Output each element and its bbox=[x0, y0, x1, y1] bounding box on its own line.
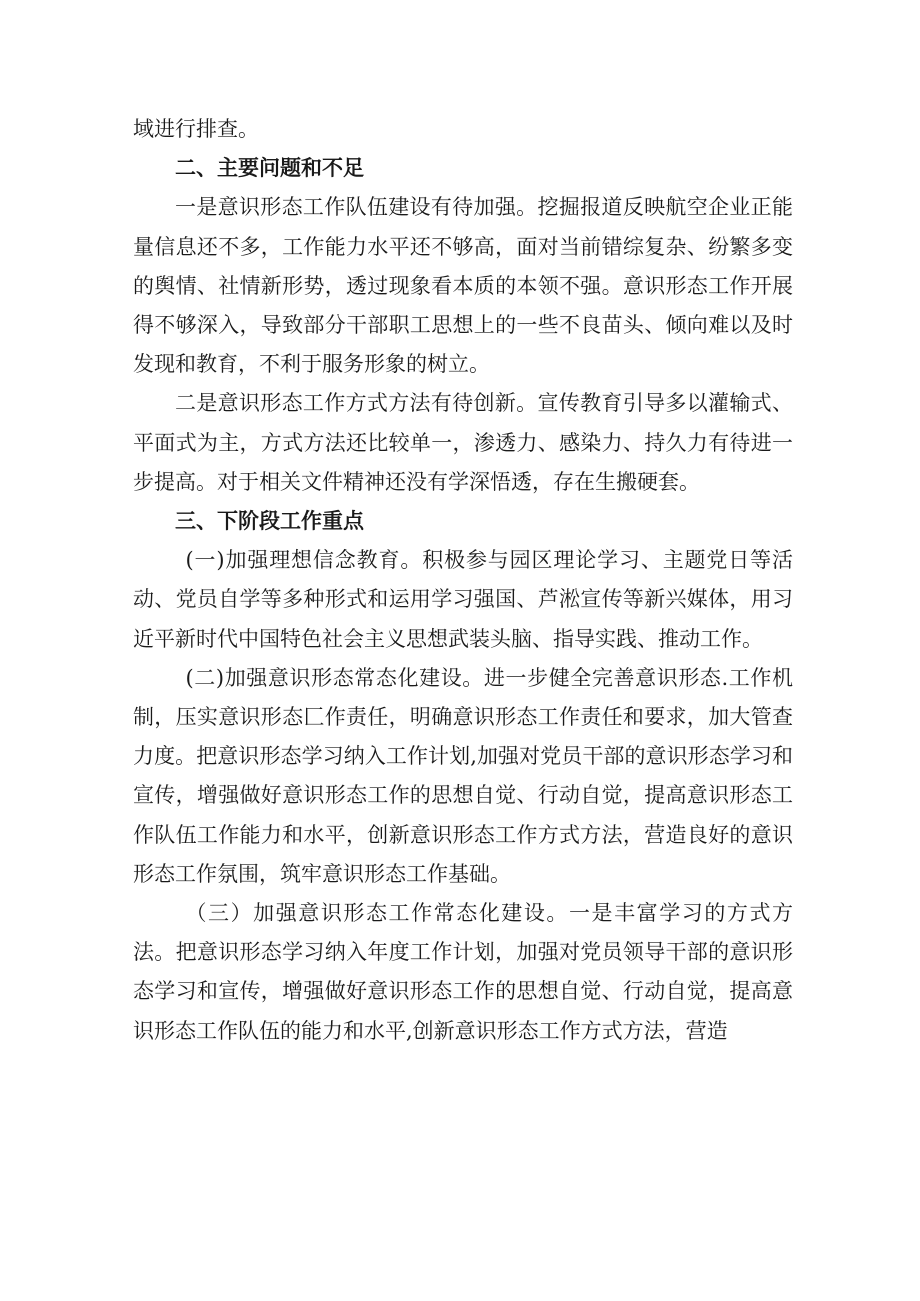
paragraph-team-building: 一是意识形态工作队伍建设有待加强。挖掘报道反映航空企业正能量信息还不多，工作能力水平还不够高，面对当前错综复杂、纷繁多变的舆情、社情新形势，透过现象看本质的本领不强。意识形态工作开展得不够深入，导致部分干部职工思想上的一些不良苗头、倾向难以及时发现和教育，不利于服务形象的树立。 bbox=[133, 195, 793, 377]
section-heading-next-focus: 三、下阶段工作重点 bbox=[175, 509, 364, 534]
paragraph-ideal-belief: (一)加强理想信念教育。积极参与园区理论学习、主题党日等活动、党员自学等多种形式和运用学习强国、芦淞宣传等新兴媒体，用习近平新时代中国特色社会主义思想武装头脑、指导实践、推动工作。 bbox=[133, 548, 793, 651]
paragraph-methods-innovation: 二是意识形态工作方式方法有待创新。宣传教育引导多以灌输式、平面式为主，方式方法还比较单一，渗透力、感染力、持久力有待进一步提高。对于相关文件精神还没有学深悟透，存在生搬硬套。 bbox=[133, 391, 793, 494]
document-body bbox=[133, 110, 793, 1051]
paragraph-normalized-construction-2: （三）加强意识形态工作常态化建设。一是丰富学习的方式方法。把意识形态学习纳入年度工作计划，加强对党员领导干部的意识形态学习和宣传，增强做好意识形态工作的思想自觉、行动自觉，提高意识形态工作队伍的能力和水平,创新意识形态工作方式方法，营造 bbox=[133, 901, 793, 1043]
paragraph-continuation: 域进行排查。 bbox=[133, 117, 259, 141]
paragraph-normalized-construction: (二)加强意识形态常态化建设。进一步健全完善意识形态.工作机制，压实意识形态匚作责任，明确意识形态工作责任和要求，加大管查力度。把意识形态学习纳入工作计划,加强对党员干部的意识形态学习和宣传，增强做好意识形态工作的思想自觉、行动自觉，提高意识形态工作队伍工作能力和水平，创新意识形态工作方式方法，营造良好的意识形态工作氛围，筑牢意识形态工作基础。 bbox=[133, 665, 793, 886]
section-heading-problems: 二、主要问题和不足 bbox=[175, 156, 364, 181]
